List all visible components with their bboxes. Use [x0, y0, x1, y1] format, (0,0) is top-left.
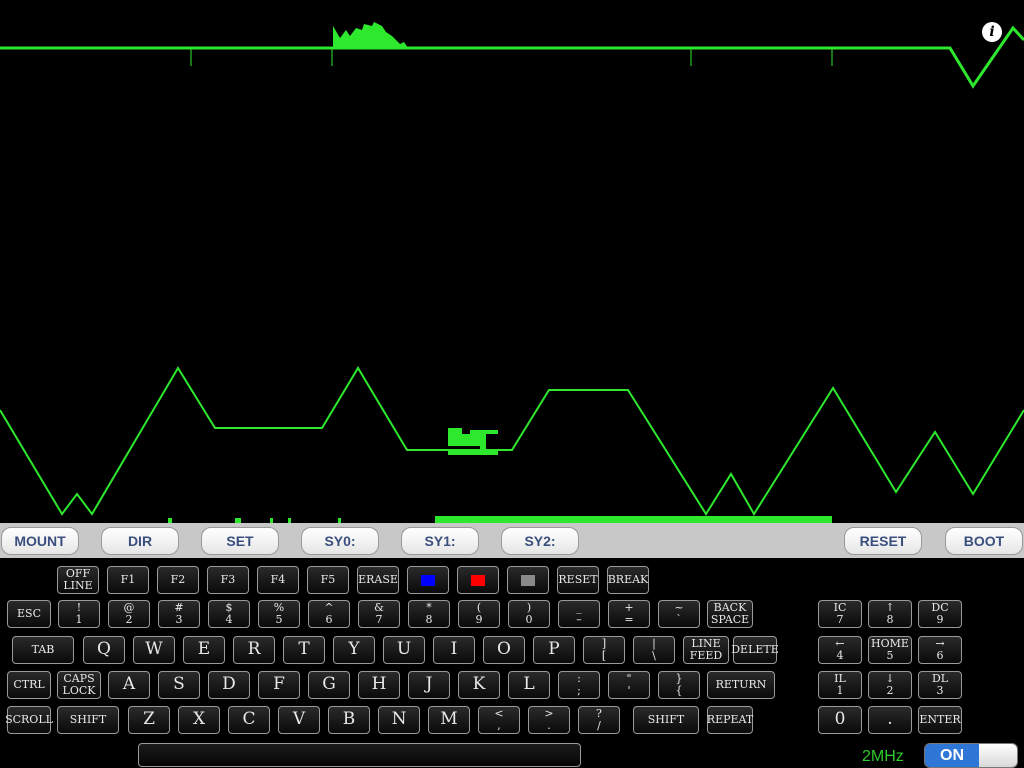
mount-button[interactable]: MOUNT [1, 527, 79, 555]
key-s[interactable]: S [158, 671, 200, 699]
key-shift-left[interactable]: SHIFT [57, 706, 119, 734]
gray-swatch-icon [521, 575, 535, 586]
red-swatch-icon [471, 575, 485, 586]
key-comma[interactable]: < , [478, 706, 520, 734]
key-repeat[interactable]: REPEAT [707, 706, 753, 734]
set-button[interactable]: SET [201, 527, 279, 555]
key-f4[interactable]: F4 [257, 566, 299, 594]
key-y[interactable]: Y [333, 636, 375, 664]
toolbar [0, 523, 1024, 558]
key-red[interactable] [457, 566, 499, 594]
key-equal[interactable]: + = [608, 600, 650, 628]
key-7[interactable]: & 7 [358, 600, 400, 628]
key-np-0[interactable]: 0 [818, 706, 862, 734]
key-ctrl[interactable]: CTRL [7, 671, 51, 699]
mountain-terrain [0, 368, 1024, 514]
sy0-button[interactable]: SY0: [301, 527, 379, 555]
key-np-ic[interactable]: IC 7 [818, 600, 862, 628]
key-f3[interactable]: F3 [207, 566, 249, 594]
key-l[interactable]: L [508, 671, 550, 699]
key-r[interactable]: R [233, 636, 275, 664]
key-slash[interactable]: ? / [578, 706, 620, 734]
key-break[interactable]: BREAK [607, 566, 649, 594]
key-semicolon[interactable]: : ; [558, 671, 600, 699]
key-blue[interactable] [407, 566, 449, 594]
key-offline[interactable]: OFF LINE [57, 566, 99, 594]
key-space[interactable] [138, 743, 581, 767]
key-np-dl[interactable]: DL 3 [918, 671, 962, 699]
key-c[interactable]: C [228, 706, 270, 734]
key-erase[interactable]: ERASE [357, 566, 399, 594]
key-j[interactable]: J [408, 671, 450, 699]
arrow-right-icon: → [935, 637, 945, 651]
key-linefeed[interactable]: LINE FEED [683, 636, 729, 664]
player-vehicle [448, 428, 462, 446]
info-icon[interactable]: i [982, 22, 1002, 42]
power-toggle[interactable] [924, 743, 1018, 768]
arrow-down-icon: ↓ [885, 672, 895, 686]
key-9[interactable]: ( 9 [458, 600, 500, 628]
sy2-button[interactable]: SY2: [501, 527, 579, 555]
key-esc[interactable]: ESC [7, 600, 51, 628]
key-w[interactable]: W [133, 636, 175, 664]
key-a[interactable]: A [108, 671, 150, 699]
key-e[interactable]: E [183, 636, 225, 664]
key-h[interactable]: H [358, 671, 400, 699]
key-6[interactable]: ^ 6 [308, 600, 350, 628]
key-minus[interactable]: _ – [558, 600, 600, 628]
key-backspace[interactable]: BACK SPACE [707, 600, 753, 628]
key-x[interactable]: X [178, 706, 220, 734]
key-p[interactable]: P [533, 636, 575, 664]
key-np-dc[interactable]: DC 9 [918, 600, 962, 628]
key-d[interactable]: D [208, 671, 250, 699]
key-scroll[interactable]: SCROLL [7, 706, 51, 734]
key-capslock[interactable]: CAPS LOCK [57, 671, 101, 699]
key-delete[interactable]: DELETE [733, 636, 777, 664]
key-i[interactable]: I [433, 636, 475, 664]
key-b[interactable]: B [328, 706, 370, 734]
key-np-down[interactable]: ↓ 2 [868, 671, 912, 699]
key-tilde[interactable]: ~ ` [658, 600, 700, 628]
blue-swatch-icon [421, 575, 435, 586]
status-bar [435, 516, 832, 523]
key-t[interactable]: T [283, 636, 325, 664]
key-0[interactable]: ) 0 [508, 600, 550, 628]
player-vehicle [448, 451, 498, 455]
key-g[interactable]: G [308, 671, 350, 699]
key-z[interactable]: Z [128, 706, 170, 734]
arrow-up-icon: ↑ [885, 601, 895, 615]
arrow-left-icon: ← [835, 637, 845, 651]
key-np-right[interactable]: → 6 [918, 636, 962, 664]
key-2[interactable]: @ 2 [108, 600, 150, 628]
key-f5[interactable]: F5 [307, 566, 349, 594]
key-o[interactable]: O [483, 636, 525, 664]
key-brace[interactable]: } { [658, 671, 700, 699]
key-reset[interactable]: RESET [557, 566, 599, 594]
radar-blip-cluster [333, 22, 408, 48]
key-pipe[interactable]: | \ [633, 636, 675, 664]
key-period[interactable]: > . [528, 706, 570, 734]
reset-button[interactable]: RESET [844, 527, 922, 555]
key-8[interactable]: * 8 [408, 600, 450, 628]
key-u[interactable]: U [383, 636, 425, 664]
key-bracket[interactable]: ] [ [583, 636, 625, 664]
player-vehicle [480, 434, 486, 452]
key-3[interactable]: # 3 [158, 600, 200, 628]
key-1[interactable]: ! 1 [58, 600, 100, 628]
sy1-button[interactable]: SY1: [401, 527, 479, 555]
toggle-on-label: ON [925, 744, 979, 767]
key-4[interactable]: $ 4 [208, 600, 250, 628]
key-np-enter[interactable]: ENTER [918, 706, 962, 734]
key-np-up[interactable]: ↑ 8 [868, 600, 912, 628]
key-gray[interactable] [507, 566, 549, 594]
key-f2[interactable]: F2 [157, 566, 199, 594]
key-np-home[interactable]: HOME 5 [868, 636, 912, 664]
key-5[interactable]: % 5 [258, 600, 300, 628]
key-f[interactable]: F [258, 671, 300, 699]
key-q[interactable]: Q [83, 636, 125, 664]
boot-button[interactable]: BOOT [945, 527, 1023, 555]
key-shift-right[interactable]: SHIFT [633, 706, 699, 734]
key-m[interactable]: M [428, 706, 470, 734]
key-tab[interactable]: TAB [12, 636, 74, 664]
key-np-dot[interactable]: . [868, 706, 912, 734]
toggle-knob [979, 744, 1018, 767]
player-vehicle [470, 430, 498, 434]
key-k[interactable]: K [458, 671, 500, 699]
key-return[interactable]: RETURN [707, 671, 775, 699]
top-horizon-line [0, 28, 1024, 86]
key-np-il[interactable]: IL 1 [818, 671, 862, 699]
cpu-speed-label: 2MHz [862, 748, 904, 765]
key-v[interactable]: V [278, 706, 320, 734]
key-np-left[interactable]: ← 4 [818, 636, 862, 664]
key-quote[interactable]: " ' [608, 671, 650, 699]
dir-button[interactable]: DIR [101, 527, 179, 555]
key-f1[interactable]: F1 [107, 566, 149, 594]
key-n[interactable]: N [378, 706, 420, 734]
